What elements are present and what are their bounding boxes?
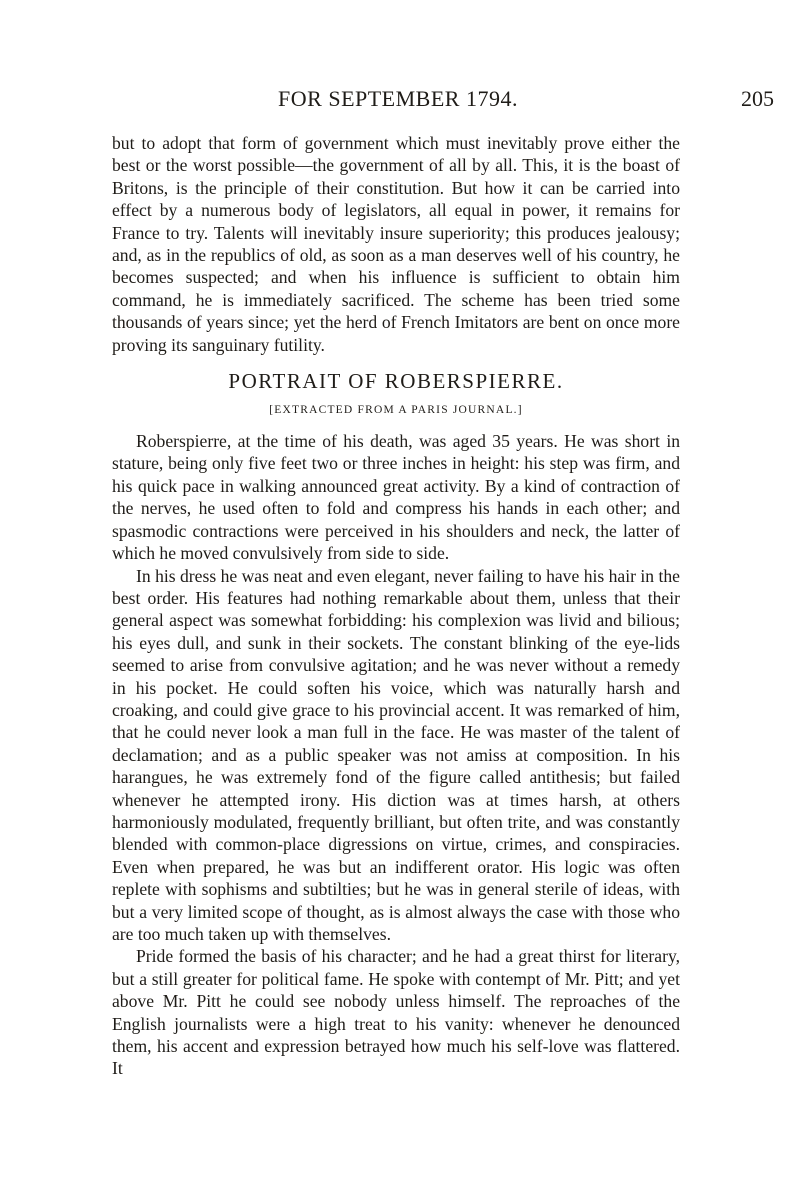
page-header bbox=[0, 86, 796, 114]
continuation-paragraph: but to adopt that form of government which must inevitably prove either the best or the worst possible—the government of all by all. This, it is the boast of Britons, is the principle of their constitution. But how it can be carried into effect by a numerous body of legislators, all equal in power, it remains for France to try. Talents will inevitably insure superiority; this produces jealousy; and, as in the republics of old, as soon as a man deserves well of his country, he becomes suspected; and when his influence is sufficient to obtain him command, he is immediately sacrificed. The scheme has been tried some thousands of years since; yet the herd of French Imitators are bent on once more proving its sanguinary futility. bbox=[112, 133, 680, 355]
running-head: FOR SEPTEMBER 1794. bbox=[278, 86, 518, 111]
article-paragraph-1: Roberspierre, at the time of his death, was aged 35 years. He was short in stature, being only five feet two or three inches in height: his step was firm, and his quick pace in walking announced great activity. By a kind of contraction of the nerves, he used often to fold and compress his hands in each other; and spasmodic contractions were perceived in his shoulders and neck, the latter of which he moved convulsively from side to side. bbox=[112, 431, 680, 564]
page-number: 205 bbox=[741, 86, 774, 111]
article-paragraph-2: In his dress he was neat and even elegant, never failing to have his hair in the best order. His features had nothing remarkable about them, unless that their general aspect was somewhat forbidding: his complexion was livid and bilious; his eyes dull, and sunk in their sockets. The constant blinking of the eye-lids seemed to arise from convulsive agitation; and he was never without a remedy in his pocket. He could soften his voice, which was naturally harsh and croaking, and could give grace to his provincial accent. It was remarked of him, that he could never look a man full in the face. He was master of the talent of declamation; and as a public speaker was not amiss at composition. In his harangues, he was extremely fond of the figure called antithesis; but failed whenever he attempted irony. His diction was at times harsh, at others harmoniously modulated, frequently brilliant, but often trite, and was constantly blended with common-place digressions on virtue, crimes, and conspiracies. Even when prepared, he was but an indifferent orator. His logic was often replete with sophisms and subtilties; but he was in general sterile of ideas, with but a very limited scope of thought, as is almost always the case with those who are too much taken up with themselves. bbox=[112, 565, 680, 944]
article-title: PORTRAIT OF ROBERSPIERRE. bbox=[228, 369, 564, 394]
page-body bbox=[112, 132, 680, 1080]
article-source-note: [EXTRACTED FROM A PARIS JOURNAL.] bbox=[269, 404, 523, 417]
article-paragraph-3: Pride formed the basis of his character; and he had a great thirst for literary, but a still greater for political fame. He spoke with contempt of Mr. Pitt; and yet above Mr. Pitt he could see nobody unless himself. The reproaches of the English journalists were a high treat to his vanity: whenever he denounced them, his accent and expression betrayed how much his self-love was flattered. It bbox=[112, 946, 680, 1079]
